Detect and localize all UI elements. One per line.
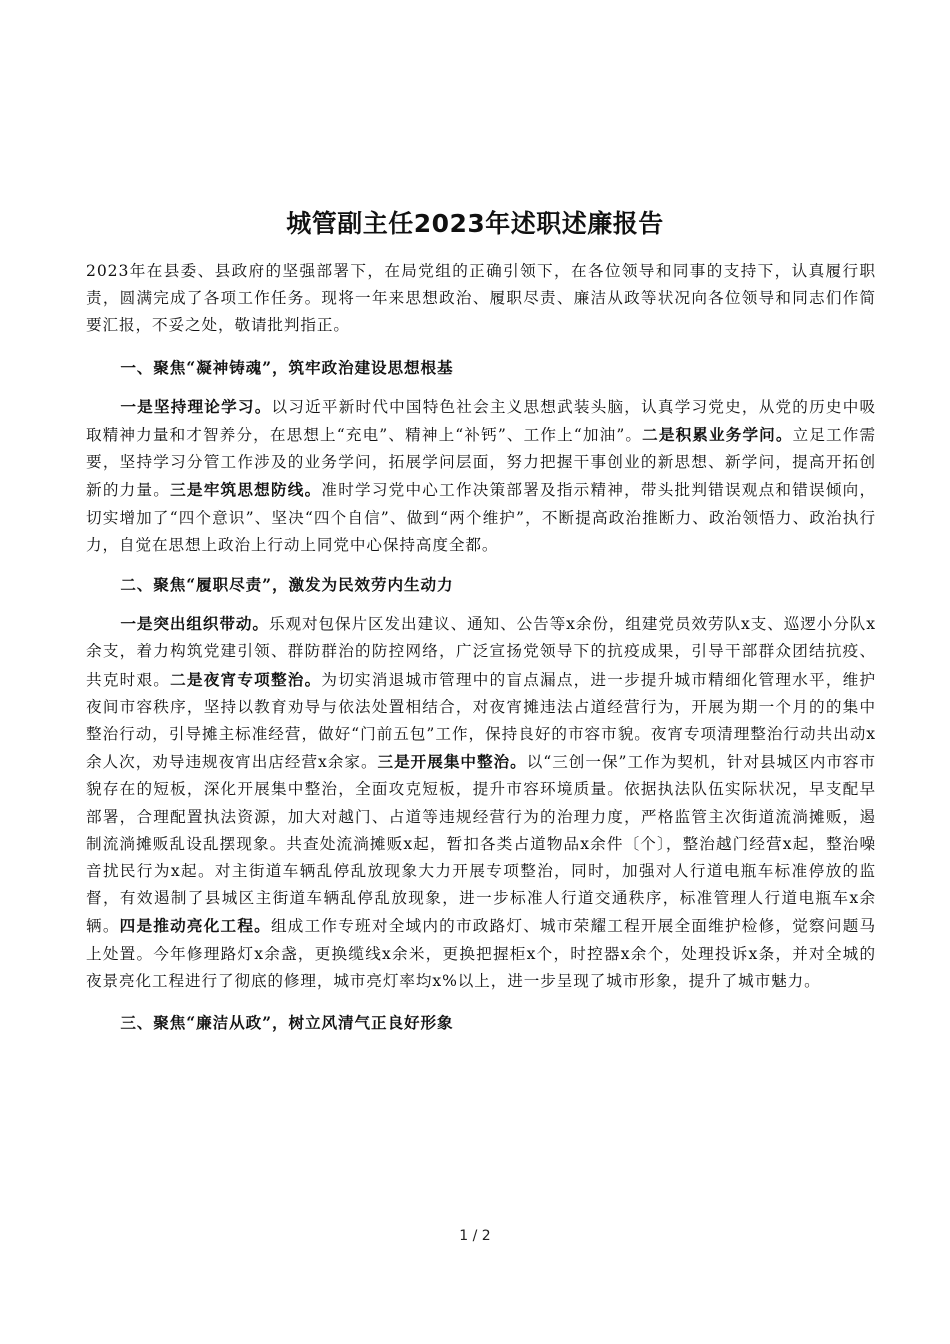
page-number: 1 / 2 xyxy=(459,1228,491,1244)
point-lead: 三是开展集中整治。 xyxy=(377,752,527,772)
point-text: 乐观对包保片区发出建议、通知、公告等x余份，组建党员效劳队x支、巡逻小分队x余支，着力构筑党建引领、群防群治的防控网络，广泛宣扬党领导下的抗疫成果，引导干部群众团结抗疫、共克时艰。 xyxy=(86,615,876,689)
point-text: 准时学习党中心工作决策部署及指示精神，带头批判错误观点和错误倾向，切实增加了“四个意识”、坚决“四个自信”、做到“两个维护”，不断提高政治推断力、政治领悟力、政治执行力，自觉在思想上政治上行动上同党中心保持高度全都。 xyxy=(86,481,876,554)
point-text: 以习近平新时代中国特色社会主义思想武装头脑，认真学习党史，从党的历史中吸取精神力量和才智养分，在思想上“充电”、精神上“补钙”、工作上“加油”。 xyxy=(86,397,876,445)
section-heading-3: 三、聚焦“廉洁从政”，树立风清气正良好形象 xyxy=(120,1013,454,1033)
intro-paragraph: 2023年在县委、县政府的坚强部署下，在局党组的正确引领下，在各位领导和同事的支持下，认真履行职责，圆满完成了各项工作任务。现将一年来思想政治、履职尽责、廉洁从政等状况向各位领导和同志们作简要汇报，不妥之处，敬请批判指正。 xyxy=(86,262,876,335)
point-text: 立足工作需要，坚持学习分管工作涉及的业务学问，拓展学问层面，努力把握干事创业的新思想、新学问，提高开拓创新的力量。 xyxy=(86,426,876,500)
section-heading-2: 二、聚焦“履职尽责”，激发为民效劳内生动力 xyxy=(120,575,454,595)
point-lead: 四是推动亮化工程。 xyxy=(119,916,271,936)
point-lead: 三是牢筑思想防线。 xyxy=(170,480,322,500)
point-text: 组成工作专班对全域内的市政路灯、城市荣耀工程开展全面维护检修，觉察问题马上处置。今年修理路灯x余盏，更换缆线x余米，更换把握柜x个，时控器x余个，处理投诉x条，并对全城的夜景亮化工程进行了彻底的修理，城市亮灯率均x%以上，进一步呈现了城市形象，提升了城市魅力。 xyxy=(86,917,876,990)
section-paragraph-1 xyxy=(86,393,876,559)
point-lead: 二是积累业务学问。 xyxy=(642,425,793,445)
point-lead: 一是突出组织带动。 xyxy=(120,614,269,634)
point-text: 以“三创一保”工作为契机，针对县城区内市容市貌存在的短板，深化开展集中整治，全面攻克短板，提升市容环境质量。依据执法队伍实际状况，早支配早部署，合理配置执法资源，加大对越门、占道等违规经营行为的治理力度，严格监管主次街道流淌摊贩，遏制流淌摊贩乱设乱摆现象。共查处流淌摊贩x起，暂扣各类占道物品x余件〔个〕，整治越门经营x起，整治噪音扰民行为x起。对主街道车辆乱停乱放现象大力开展专项整治，同时，加强对人行道电瓶车标准停放的监督，有效遏制了县城区主街道车辆乱停乱放现象，进一步标准人行道交通秩序，标准管理人行道电瓶车x余辆。 xyxy=(86,753,876,936)
point-lead: 二是夜宵专项整治。 xyxy=(170,669,322,689)
document-title: 城管副主任2023年述职述廉报告 xyxy=(286,209,664,238)
section-heading-1: 一、聚焦“凝神铸魂”，筑牢政治建设思想根基 xyxy=(120,357,454,377)
point-text: 为切实消退城市管理中的盲点漏点，进一步提升城市精细化管理水平，维护夜间市容秩序，坚持以教育劝导与依法处置相结合，对夜宵摊违法占道经营行为，开展为期一个月的的集中整治行动，引导摊主标准经营，做好“门前五包”工作，保持良好的市容市貌。夜宵专项清理整治行动共出动x余人次，劝导违规夜宵出店经营x余家。 xyxy=(86,670,876,772)
document-body xyxy=(86,258,876,1048)
point-lead: 一是坚持理论学习。 xyxy=(120,396,272,416)
section-paragraph-2 xyxy=(86,610,876,995)
